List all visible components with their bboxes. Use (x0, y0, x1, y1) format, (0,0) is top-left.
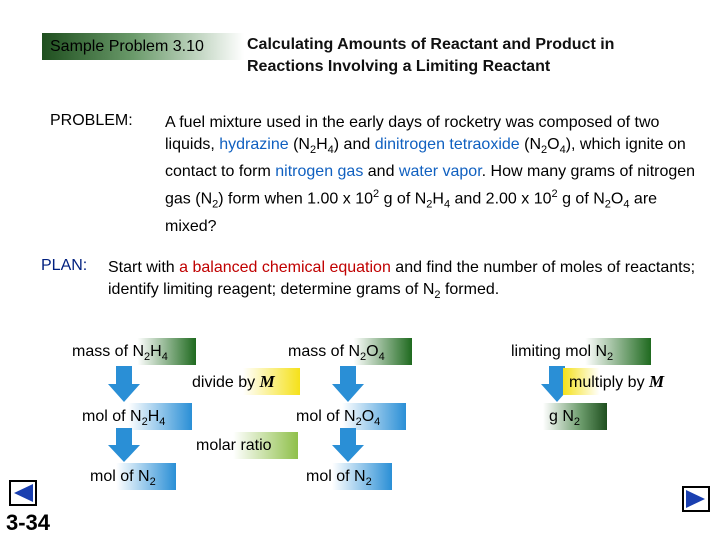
mol-n2h4-box: mol of $N_2H_4$ (76, 403, 192, 430)
previous-slide-button[interactable] (9, 480, 37, 506)
limiting-mol-n2-box: limiting mol $N_2$ (505, 338, 651, 365)
molar-ratio-label: molar ratio (190, 432, 298, 459)
mass-n2h4-box: mass of $N_2H_4$ (66, 338, 196, 365)
down-arrow-icon (108, 366, 140, 402)
forward-arrow-icon (684, 488, 708, 510)
back-arrow-icon (11, 482, 35, 504)
problem-text: A fuel mixture used in the early days of rocketry was composed of two liquids, hydrazine $(N_2H_4)$ and dinitrogen tetraoxide $(N_2O_4)$, which ignite on contact to form nitrogen gas and water vapor. How many grams of nitrogen gas $(N_2)$ form when 1.00 x $10^2$ g of $N_2H_4$ and 2.00 x $10^2$ g of $N_2O_4$ are mixed? (165, 114, 696, 235)
next-slide-button[interactable] (682, 486, 710, 512)
down-arrow-icon (108, 428, 140, 462)
problem-label: PROBLEM: (50, 112, 133, 129)
dinitrogen-term: dinitrogen tetraoxide (374, 136, 520, 153)
nitrogen-gas-term: nitrogen gas (275, 163, 364, 181)
multiply-by-molar-mass-label: multiply by M (563, 368, 685, 395)
balanced-equation-term: a balanced chemical equation (179, 259, 391, 276)
sample-problem-label: Sample Problem 3.10 (42, 33, 244, 60)
page-title (247, 34, 614, 78)
plan-label: PLAN: (41, 257, 88, 274)
mol-n2-right-box: mol of $N_2$ (300, 463, 392, 490)
slide-number: 3-34 (6, 510, 51, 535)
title-line-1: Calculating Amounts of Reactant and Product in (247, 36, 615, 53)
mass-n2o4-box: mass of $N_2O_4$ (282, 338, 412, 365)
title-line-2: Reactions Involving a Limiting Reactant (247, 58, 551, 75)
water-vapor-term: water vapor (398, 163, 482, 181)
down-arrow-icon (332, 428, 364, 462)
grams-n2-box: g $N_2$ (543, 403, 607, 430)
plan-text: Start with a balanced chemical equation and find the number of moles of reactants; identify limiting reagent; determine grams of $N_2$ formed. (108, 259, 696, 302)
down-arrow-icon (332, 366, 364, 402)
divide-by-molar-mass-label: divide by M (186, 368, 300, 395)
mol-n2-left-box: mol of $N_2$ (84, 463, 176, 490)
mol-n2o4-box: mol of $N_2O_4$ (290, 403, 406, 430)
hydrazine-term: hydrazine (219, 136, 289, 153)
